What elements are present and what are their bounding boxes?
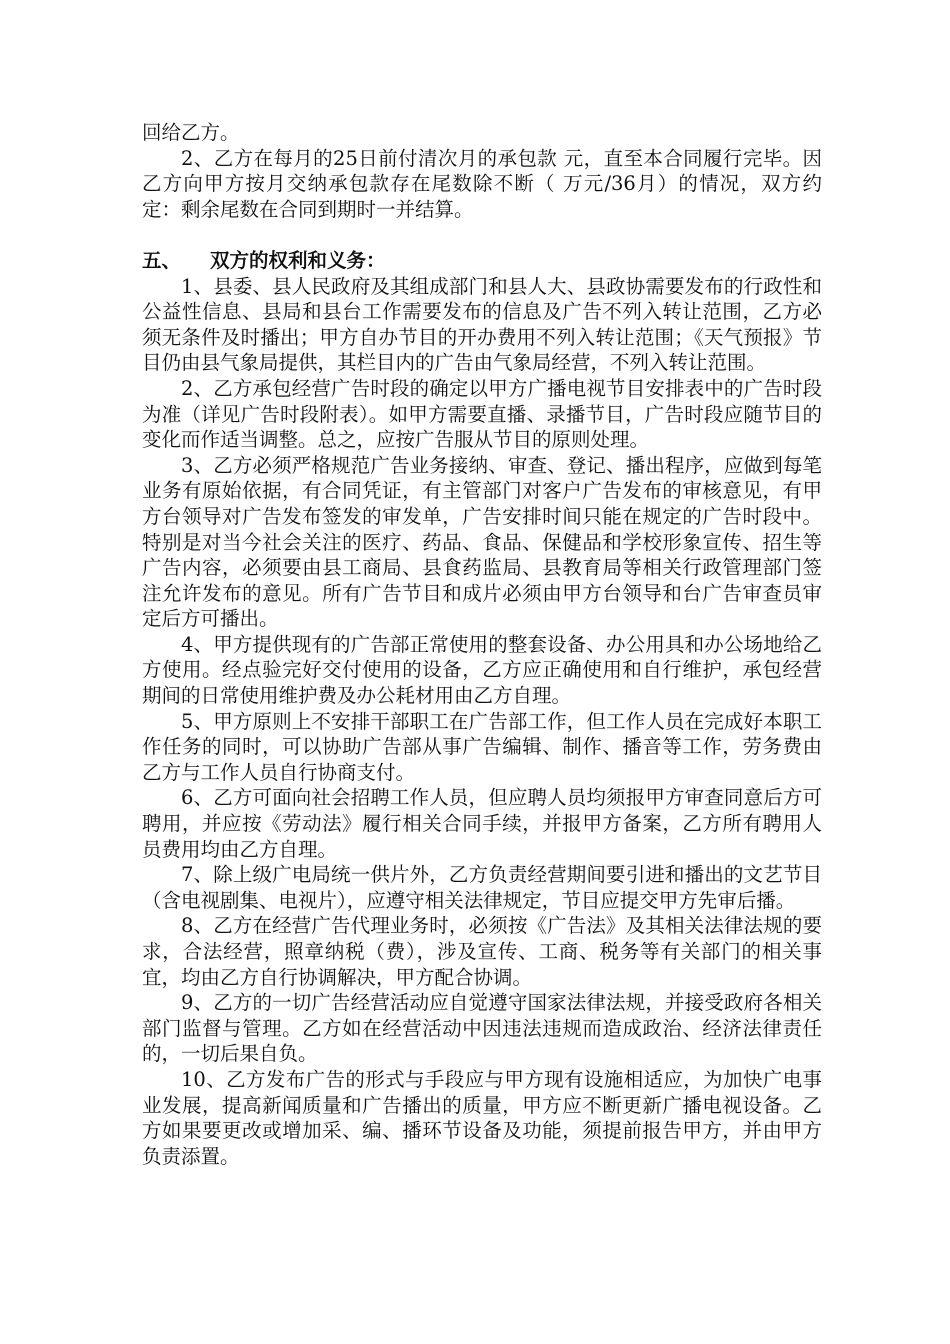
section-number: 五、 [142,248,182,272]
clause-3: 3、乙方必须严格规范广告业务接纳、审查、登记、播出程序，应做到每笔业务有原始依据，有合同凭证，有主管部门对客户广告发布的审核意见，有甲方台领导对广告发布签发的审发单，广告安排时间只能在规定的广告时段中。特别是对当今社会关注的医疗、药品、食品、保健品和学校形象宣传、招生等广告内容，必须要由县工商局、县食药监局、县教育局等相关行政管理部门签注允许发布的意见。所有广告节目和成片必须由甲方台领导和台广告审查员审定后方可播出。 [142,453,822,631]
paragraph-continuation: 回给乙方。 [142,121,240,144]
section-title: 双方的权利和义务： [210,248,386,272]
clause-8: 8、乙方在经营广告代理业务时，必须按《广告法》及其相关法律法规的要求，合法经营，照章纳税（费），涉及宣传、工商、税务等有关部门的相关事宜，均由乙方自行协调解决，甲方配合协调。 [142,914,822,989]
clause-7: 7、除上级广电局统一供片外，乙方负责经营期间要引进和播出的文艺节目（含电视剧集、电视片），应遵守相关法律规定，节目应提交甲方先审后播。 [142,863,822,912]
section-heading [142,248,822,274]
blank-line [142,222,822,248]
clause-9: 9、乙方的一切广告经营活动应自觉遵守国家法律法规，并接受政府各相关部门监督与管理。乙方如在经营活动中因违法违规而造成政治、经济法律责任的，一切后果自负。 [142,991,822,1066]
clause-1: 1、县委、县人民政府及其组成部门和县人大、县政协需要发布的行政性和公益性信息、县局和县台工作需要发布的信息及广告不列入转让范围，乙方必须无条件及时播出；甲方自办节目的开办费用不列入转让范围；《天气预报》节目仍由县气象局提供，其栏目内的广告由气象局经营，不列入转让范围。 [142,274,822,375]
clause-4: 4、甲方提供现有的广告部正常使用的整套设备、办公用具和办公场地给乙方使用。经点验完好交付使用的设备，乙方应正确使用和自行维护，承包经营期间的日常使用维护费及办公耗材用由乙方自理。 [142,632,822,708]
clause-2: 2、乙方承包经营广告时段的确定以甲方广播电视节目安排表中的广告时段为准（详见广告时段附表）。如甲方需要直播、录播节目，广告时段应随节目的变化而作适当调整。总之，应按广告服从节目的原则处理。 [142,376,822,452]
document-body [142,120,822,1169]
clause-10: 10、乙方发布广告的形式与手段应与甲方现有设施相适应，为加快广电事业发展，提高新闻质量和广告播出的质量，甲方应不断更新广播电视设备。乙方如果要更改或增加采、编、播环节设备及功能，须提前报告甲方，并由甲方负责添置。 [142,1067,822,1168]
paragraph-payment-terms: 2、乙方在每月的25日前付清次月的承包款 元，直至本合同履行完毕。因乙方向甲方按月交纳承包款存在尾数除不断（ 万元/36月）的情况，双方约定：剩余尾数在合同到期时一并结算。 [142,146,822,221]
clause-5: 5、甲方原则上不安排干部职工在广告部工作，但工作人员在完成好本职工作任务的同时，可以协助广告部从事广告编辑、制作、播音等工作，劳务费由乙方与工作人员自行协商支付。 [142,709,822,784]
clause-6: 6、乙方可面向社会招聘工作人员，但应聘人员均须报甲方审查同意后方可聘用，并应按《劳动法》履行相关合同手续，并报甲方备案，乙方所有聘用人员费用均由乙方自理。 [142,786,822,861]
